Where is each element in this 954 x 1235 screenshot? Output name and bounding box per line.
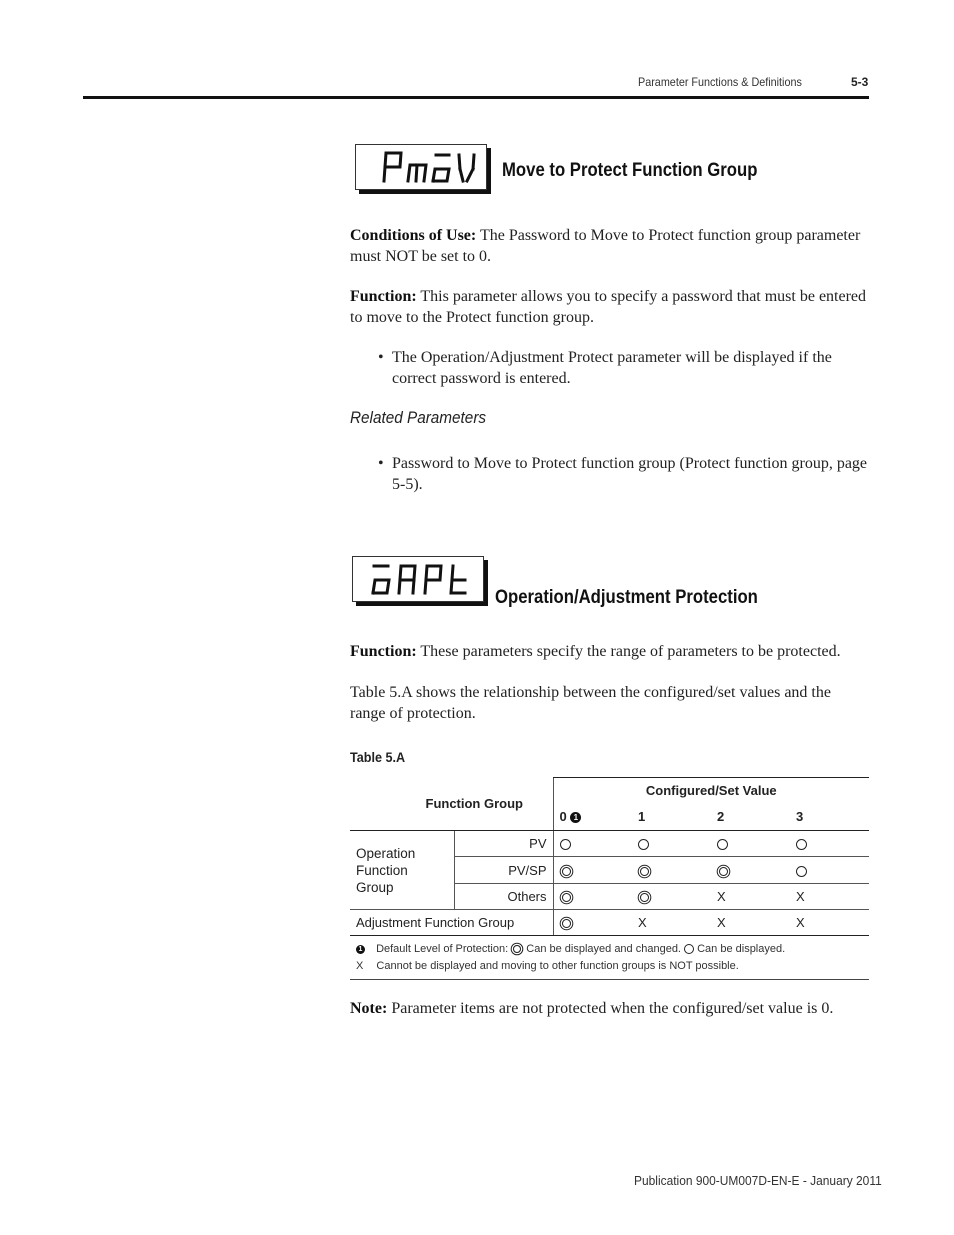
footnote-2-marker: X (356, 960, 364, 972)
function-label-1: Function: (350, 288, 417, 305)
cell-others-0 (553, 884, 632, 910)
table-intro-paragraph: Table 5.A shows the relationship between the configured/set values and the range of protection. (350, 684, 831, 722)
bullet-text: The Operation/Adjustment Protect parameter will be displayed if the correct password is entered. (392, 349, 832, 387)
cell-adj-0 (553, 910, 632, 936)
section-title-move-to-protect: Move to Protect Function Group (502, 160, 758, 181)
cell-adj-2: X (711, 910, 790, 936)
col-header-3: 3 (790, 804, 869, 831)
function-paragraph-1 (350, 286, 870, 328)
cell-pv-3 (790, 831, 869, 857)
footnote-rule (350, 979, 869, 980)
header-configured-set-value: Configured/Set Value (553, 778, 869, 804)
section-title-operation-adjustment: Operation/Adjustment Protection (495, 587, 758, 608)
function-paragraph-2 (350, 641, 875, 662)
cell-adj-1: X (632, 910, 711, 936)
cell-pvsp-1 (632, 857, 711, 884)
footnote-1-text-b: Can be displayed and changed. (523, 943, 685, 955)
cell-adj-3: X (790, 910, 869, 936)
conditions-of-use-paragraph (350, 225, 870, 267)
footnote-1-text-c: Can be displayed. (694, 943, 786, 955)
page-number: 5-3 (851, 75, 869, 89)
function-text-1: This parameter allows you to specify a password that must be entered to move to the Protect function group. (350, 288, 867, 326)
table-row-pv (350, 831, 869, 857)
row-label-others: Others (454, 884, 553, 910)
footnote-1-text-a: Default Level of Protection: (376, 943, 512, 955)
single-circle-icon (796, 866, 807, 877)
cell-others-2: X (711, 884, 790, 910)
running-header: Parameter Functions & Definitions (638, 75, 802, 89)
col-header-1: 1 (632, 804, 711, 831)
double-circle-icon (640, 893, 649, 902)
cell-others-3: X (790, 884, 869, 910)
related-bullet-text: Password to Move to Protect function group (Protect function group, page 5-5). (392, 455, 868, 493)
footnote-marker-icon: 1 (570, 812, 581, 823)
lcd-oapt-glyphs (353, 557, 483, 601)
conditions-label: Conditions of Use: (350, 227, 477, 244)
single-circle-icon (796, 839, 807, 850)
lcd-pmov-glyphs (356, 145, 486, 189)
cell-pvsp-0 (553, 857, 632, 884)
header-function-group: Function Group (350, 778, 553, 831)
note-text: Parameter items are not protected when the configured/set value is 0. (387, 1000, 834, 1017)
footnote-2 (356, 960, 739, 972)
single-circle-icon (684, 944, 694, 954)
footnote-2-text: Cannot be displayed and moving to other function groups is NOT possible. (376, 960, 739, 972)
table-row-adjustment (350, 910, 869, 936)
note-paragraph (350, 998, 875, 1019)
publication-footer: Publication 900-UM007D-EN-E - January 2011 (634, 1173, 882, 1188)
function-text-2: These parameters specify the range of parameters to be protected. (416, 643, 841, 660)
lcd-display-pmov (355, 144, 487, 190)
related-parameters-heading: Related Parameters (350, 408, 487, 427)
double-circle-icon (640, 867, 649, 876)
cell-pvsp-2 (711, 857, 790, 884)
cell-pv-0 (553, 831, 632, 857)
single-circle-icon (717, 839, 728, 850)
double-circle-icon (562, 867, 571, 876)
bullet-item-related (378, 453, 870, 495)
single-circle-icon (638, 839, 649, 850)
header-rule (83, 96, 869, 99)
row-label-pv: PV (454, 831, 553, 857)
col-header-0: 0 1 (553, 804, 632, 831)
double-circle-icon (562, 893, 571, 902)
row-label-adjustment: Adjustment Function Group (350, 910, 553, 936)
table-header-row-1 (350, 778, 869, 804)
footnote-marker-icon: 1 (356, 945, 365, 954)
bullet-dot: • (378, 349, 384, 366)
footnote-1 (356, 943, 785, 955)
lcd-display-oapt (352, 556, 484, 602)
function-label-2: Function: (350, 643, 417, 660)
bullet-item-protect-display (378, 347, 870, 389)
col-header-2: 2 (711, 804, 790, 831)
single-circle-icon (560, 839, 571, 850)
cell-pv-2 (711, 831, 790, 857)
row-label-pvsp: PV/SP (454, 857, 553, 884)
group-operation-label: Operation Function Group (356, 845, 416, 895)
note-label: Note: (350, 1000, 388, 1017)
double-circle-icon (513, 945, 521, 953)
double-circle-icon (562, 919, 571, 928)
cell-pv-1 (632, 831, 711, 857)
bullet-dot: • (378, 455, 384, 472)
conditions-text: The Password to Move to Protect function group parameter must NOT be set to 0. (350, 227, 861, 265)
double-circle-icon (719, 867, 728, 876)
protection-table (350, 777, 869, 936)
table-caption: Table 5.A (350, 749, 406, 765)
cell-pvsp-3 (790, 857, 869, 884)
cell-others-1 (632, 884, 711, 910)
